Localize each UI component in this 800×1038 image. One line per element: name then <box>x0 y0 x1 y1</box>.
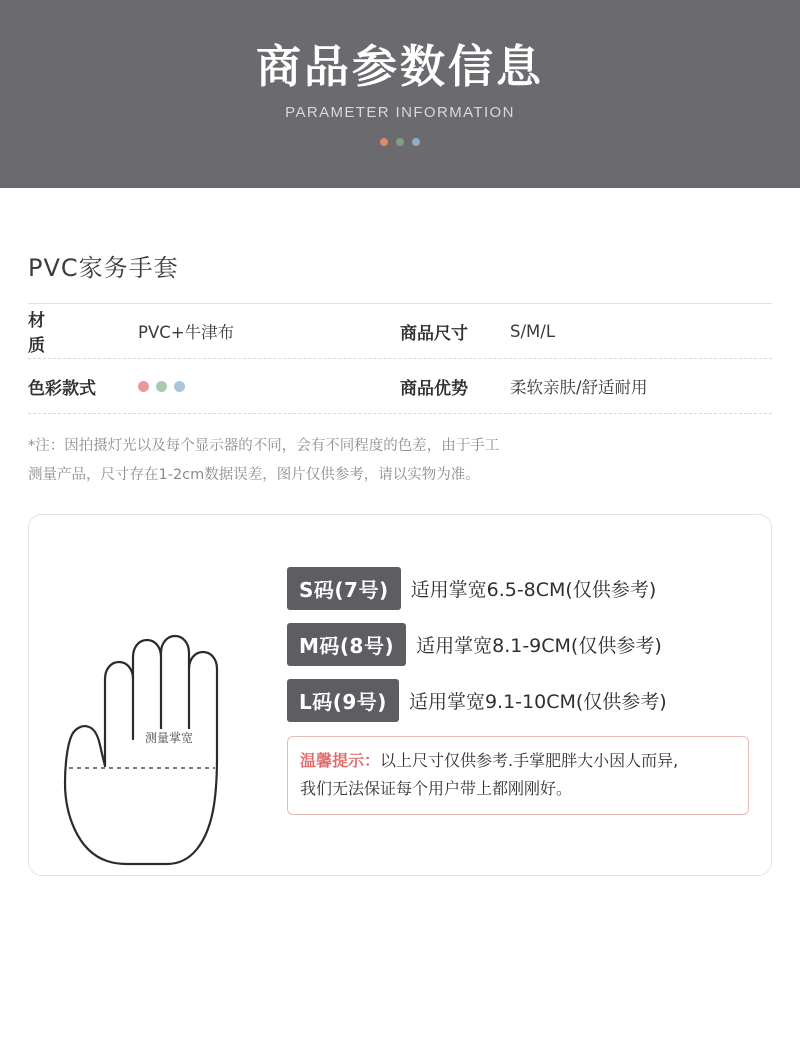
hand-illustration <box>47 539 287 875</box>
size-desc-m: 适用掌宽8.1-9CM(仅供参考) <box>416 635 662 657</box>
spec-value-size: S/M/L <box>510 321 556 341</box>
spec-note-line-1: *注：因拍摄灯光以及每个显示器的不同，会有不同程度的色差，由于手工 <box>28 438 500 454</box>
size-guide-card <box>28 514 772 876</box>
size-list <box>287 539 753 875</box>
banner-dot-1 <box>380 138 388 146</box>
spec-cell-color <box>28 374 400 399</box>
spec-note <box>28 432 772 490</box>
spec-cell-advantage <box>400 374 772 399</box>
size-row-l <box>287 679 753 722</box>
hand-outline-icon <box>47 561 277 871</box>
banner-dot-3 <box>412 138 420 146</box>
size-tag-m: M码(8号) <box>287 623 406 666</box>
color-swatch-green <box>156 381 167 392</box>
warm-tip-box <box>287 736 749 815</box>
spec-row-1 <box>28 304 772 358</box>
warm-tip-line-1: 以上尺寸仅供参考.手掌肥胖大小因人而异, <box>380 751 679 770</box>
color-swatch-group <box>138 381 185 392</box>
banner-dot-group <box>0 138 800 146</box>
page-banner <box>0 0 800 188</box>
size-tag-l: L码(9号) <box>287 679 399 722</box>
size-row-s <box>287 567 753 610</box>
warm-tip-line-2: 我们无法保证每个用户带上都刚刚好。 <box>300 779 573 798</box>
size-desc-l: 适用掌宽9.1-10CM(仅供参考) <box>408 691 667 713</box>
color-swatch-blue <box>174 381 185 392</box>
size-tag-s: S码(7号) <box>287 567 401 610</box>
product-name: PVC家务手套 <box>28 254 179 282</box>
spec-cell-size <box>400 319 772 344</box>
page-subtitle: PARAMETER INFORMATION <box>285 104 515 121</box>
spec-cell-material <box>28 306 400 356</box>
color-swatch-pink <box>138 381 149 392</box>
page-title: 商品参数信息 <box>255 40 544 93</box>
banner-dot-2 <box>396 138 404 146</box>
spec-note-line-2: 测量产品，尺寸存在1-2cm数据误差，图片仅供参考，请以实物为准。 <box>28 467 480 483</box>
warm-tip-label: 温馨提示： <box>300 751 381 770</box>
spec-label-color: 色彩款式 <box>28 378 96 399</box>
spec-label-advantage: 商品优势 <box>400 378 468 399</box>
spec-row-2 <box>28 359 772 413</box>
spec-section <box>0 188 800 490</box>
measure-label: 测量掌宽 <box>145 731 194 745</box>
spec-value-material: PVC+牛津布 <box>138 323 235 342</box>
spec-label-material: 材 质 <box>28 311 145 356</box>
size-desc-s: 适用掌宽6.5-8CM(仅供参考) <box>410 579 657 601</box>
spec-label-size: 商品尺寸 <box>400 323 468 344</box>
spec-divider-bottom <box>28 413 772 414</box>
spec-value-advantage: 柔软亲肤/舒适耐用 <box>510 378 648 397</box>
size-row-m <box>287 623 753 666</box>
